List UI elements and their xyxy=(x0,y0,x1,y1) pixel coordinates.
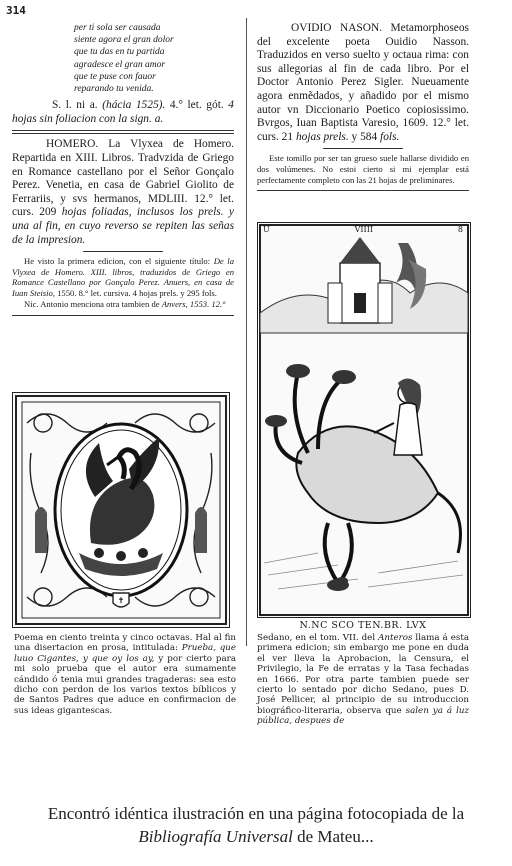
homero-entry-text: HOMERO. La Vlyxea de Homero. Repartida en XIII. Libros. Tradvzida de Griego en Romance castellano por el Señor Gonçalo Perez. Venetia, en casa de Gabriel Giolito de Ferrariis, y svs hermanos, MDLIII. 12.° let. curs. 209 xyxy=(12,138,234,219)
homero-note xyxy=(12,256,234,298)
verse-line: reparando tu venida. xyxy=(74,84,154,95)
sedano-note-title: Anteros xyxy=(378,633,413,643)
footer-book-title: Bibliografía Universal xyxy=(138,827,293,846)
homero-entry-italic: hojas foliadas, inclusos los prels. y una al fin, en cuyo reverso se repiten las señas de la impresion. xyxy=(12,206,234,246)
sedano-note xyxy=(257,633,469,727)
verse-line: per ti sola ser causada xyxy=(74,23,161,33)
pelican-emblem-drawing xyxy=(13,393,229,627)
sedano-note-italic: salen ya á luz pública, despues de xyxy=(257,705,470,727)
entry-separator xyxy=(12,130,234,134)
verse-block xyxy=(74,22,234,95)
verse-line: que te puse con fauor xyxy=(74,71,156,82)
column-divider xyxy=(246,18,247,646)
ovidio-entry xyxy=(257,22,469,144)
footer-line-1: Encontró idéntica ilustración en una página fotocopiada de la xyxy=(47,804,465,823)
ovidio-entry-count: y 584 xyxy=(351,130,378,143)
entry-separator xyxy=(257,190,469,191)
plate-header xyxy=(257,225,469,234)
ovidio-entry-text: OVIDIO NASON. Metamorphoseos del excelente poeta Ouidio Nasson. Traduzidos en verso suelto y octaua rima: con sus allegorias al fin de cada libro. Por el Doctor Antonio Perez Sigler. Nueuamente agora enmẽdados, y añadido por el mismo autor vn Diccionario Poetico copiosissimo. Bvrgos, Iuan Baptista Varesio, 1609. 12.° let. curs. 21 xyxy=(257,22,469,143)
sedano-note-text: Sedano, en el tom. VII. del xyxy=(257,633,376,643)
short-rule xyxy=(323,148,403,149)
colophon xyxy=(12,99,234,126)
svg-text:✝: ✝ xyxy=(117,596,125,605)
homero-note-details: 1550. 8.° let. cursiva. 4 hojas prels. y 295 fols. xyxy=(57,287,217,298)
homero-entry xyxy=(12,138,234,247)
homero-note-2 xyxy=(12,299,234,310)
page-number: 314 xyxy=(6,4,26,17)
colophon-date: (hácia 1525). xyxy=(102,99,166,112)
colophon-format: 4.° let. xyxy=(169,99,202,112)
dragon-plate-illustration xyxy=(257,222,471,618)
plate-center-mark: VIIII xyxy=(354,225,374,234)
plate-left-mark: U xyxy=(263,225,270,234)
ovidio-entry-fols: fols. xyxy=(380,130,400,143)
ovidio-note: Este tomillo por ser tan grueso suele hallarse dividido en dos volúmenes. No estoi cierto si mi ejemplar está perfectamente completo con las 21 hojas de preliminares. xyxy=(257,153,469,185)
homero-note-text: He visto la primera edicion, con el siguiente título: xyxy=(24,256,211,267)
footer-line-2 xyxy=(0,825,512,848)
colophon-place: S. l. ni a. xyxy=(52,99,98,112)
dragon-caption: N.NC SCO TEN.BR. LVX xyxy=(299,620,427,631)
ovidio-entry-prels: hojas prels. xyxy=(295,130,349,143)
colophon-leaves: 4 hojas sin foliacion con la sign. a. xyxy=(12,99,234,125)
poem-note xyxy=(14,633,236,716)
poem-note-rest: y por cierto para mi solo prueba que el autor era sumamente cándido ó tenia mui grandes tragaderas: sea esto dicho con perdon de los varios textos bíblicos y de Santos Padres que aduce en confirmacion de sus ideas gigantescas. xyxy=(14,653,237,716)
footer-line-2-rest: de Mateu... xyxy=(297,827,374,846)
plate-right-mark: 8 xyxy=(457,225,463,234)
footer-caption xyxy=(0,802,512,848)
homero-note-2-text: Nic. Antonio menciona otra tambien de xyxy=(24,298,160,309)
poem-note-text: Poema en ciento treinta y cinco octavas. Hal al fin una disertacion en prosa, intitulada: xyxy=(14,633,236,654)
sedano-note-body: llama á esta primera edicion; sin embargo me pone en duda el ver lleva la Aprobacion, la Censura, el Privilegio, la Fe de erratas y la Tasa fechadas en 1666. Por otra parte tambien puede ser cierto lo sentado por dicho Sedano, pues D. José Pellicer, al principio de su introduccion biográfico-literaria, observa que xyxy=(257,633,469,716)
colophon-type: gót. xyxy=(206,99,224,112)
verse-line: que tu das en tu partida xyxy=(74,47,165,58)
verse-line: siente agora el gran dolor xyxy=(74,35,174,46)
entry-separator xyxy=(12,315,234,316)
homero-note-title: De la Vlyxea de Homero. XIII. libros, traduzidos de Griego en Romance Castellano por Gonçalo Perez. Anuers, en casa de Iuan Steisio, xyxy=(12,256,234,298)
pelican-emblem-illustration xyxy=(12,392,230,628)
short-rule xyxy=(83,251,163,252)
homero-note-2-italic: Anvers, 1553. 12.° xyxy=(161,298,226,309)
right-column xyxy=(257,22,469,195)
poem-note-title: Prueba, que luuo Cigantes, y que oy los ay, xyxy=(14,643,237,664)
verse-line: agradesce el gran amor xyxy=(74,59,166,70)
dragon-plate-drawing xyxy=(258,223,470,617)
left-column xyxy=(12,22,234,320)
